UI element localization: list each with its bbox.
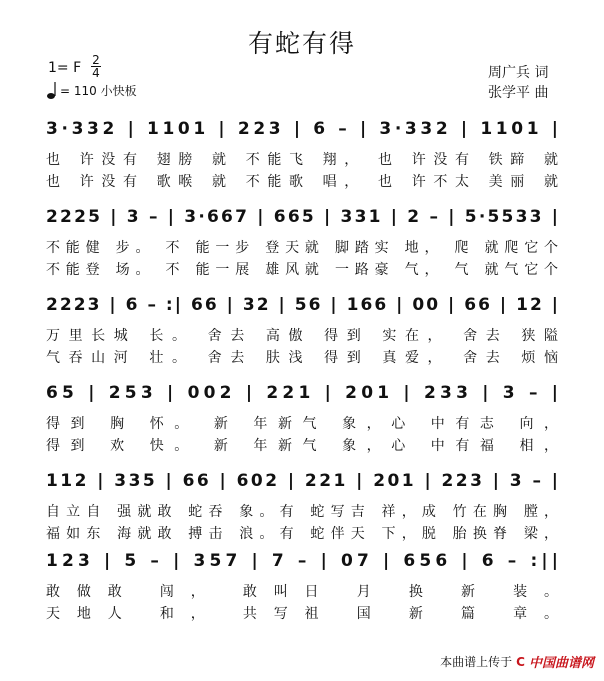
notation-line: 123 | 5 – | 357 | 7 – | 07 | 656 | 6 – :||	[46, 551, 558, 571]
site-logo-icon: C	[516, 654, 525, 669]
lyric-verse-1: 万里长城 长。 舍去 高傲 得到 实在， 舍去 狭隘	[46, 328, 558, 344]
lyric-verse-1: 敢做敢 闯， 敢叫日 月 换 新 装。	[46, 584, 558, 600]
score-row	[46, 551, 558, 622]
lyric-verse-2: 福如东 海就敢 搏击 浪。有 蛇伴天 下，脱 胎换脊 梁，	[46, 526, 558, 542]
lyric-verse-1: 得到 胸 怀。 新 年新气 象，心 中有志 向，	[46, 416, 558, 432]
lyric-verse-1: 不能健 步。 不 能一步 登天就 脚踏实 地， 爬 就爬它个	[46, 240, 558, 256]
footer	[440, 652, 594, 671]
lyric-verse-1: 自立自 强就敢 蛇吞 象。有 蛇写吉 祥，成 竹在胸 膛，	[46, 504, 558, 520]
score-row	[46, 383, 558, 454]
tempo-marking: = 110 小快板	[60, 84, 137, 98]
site-brand: 中国曲谱网	[528, 656, 594, 671]
lyric-verse-2: 天地人 和， 共写祖 国 新 篇 章。	[46, 606, 558, 622]
lyric-verse-2: 得到 欢 快。 新 年新气 象，心 中有福 相，	[46, 438, 558, 454]
lyric-verse-2: 不能登 场。 不 能一展 雄风就 一路豪 气， 气 就气它个	[46, 262, 558, 278]
notation-line: 65 | 253 | 002 | 221 | 201 | 233 | 3 – |	[46, 383, 558, 403]
score-title: 有蛇有得	[247, 29, 356, 58]
lyricist-credit: 周广兵 词	[488, 65, 549, 81]
composer-credit: 张学平 曲	[488, 85, 549, 101]
key-signature: 1= F	[48, 60, 82, 76]
lyric-verse-2: 也 许没有 歌喉 就 不能歌 唱， 也 许不太 美丽 就	[46, 174, 559, 190]
lyric-verse-2: 气吞山河 壮。 舍去 肤浅 得到 真爱， 舍去 烦恼	[46, 350, 558, 366]
lyric-verse-1: 也 许没有 翅膀 就 不能飞 翔， 也 许没有 铁蹄 就	[46, 152, 559, 168]
notation-line: 2225 | 3 – | 3·667 | 665 | 331 | 2 – | 5·5533 |	[46, 207, 558, 227]
score-row	[46, 295, 558, 366]
notation-line: 112 | 335 | 66 | 602 | 221 | 201 | 223 | 3 – |	[46, 471, 558, 491]
score-row	[46, 207, 558, 278]
score-row	[46, 119, 558, 190]
notation-line: 2223 | 6 – :| 66 | 32 | 56 | 166 | 00 | 66 | 12 |	[46, 295, 558, 315]
score-row	[46, 471, 558, 542]
time-signature-bottom: 4	[92, 66, 100, 80]
time-signature-top: 2	[92, 53, 100, 67]
notation-line: 3·332 | 1101 | 223 | 6 – | 3·332 | 1101 |	[46, 119, 558, 139]
footer-upload-text: 本曲谱上传于	[440, 655, 513, 669]
